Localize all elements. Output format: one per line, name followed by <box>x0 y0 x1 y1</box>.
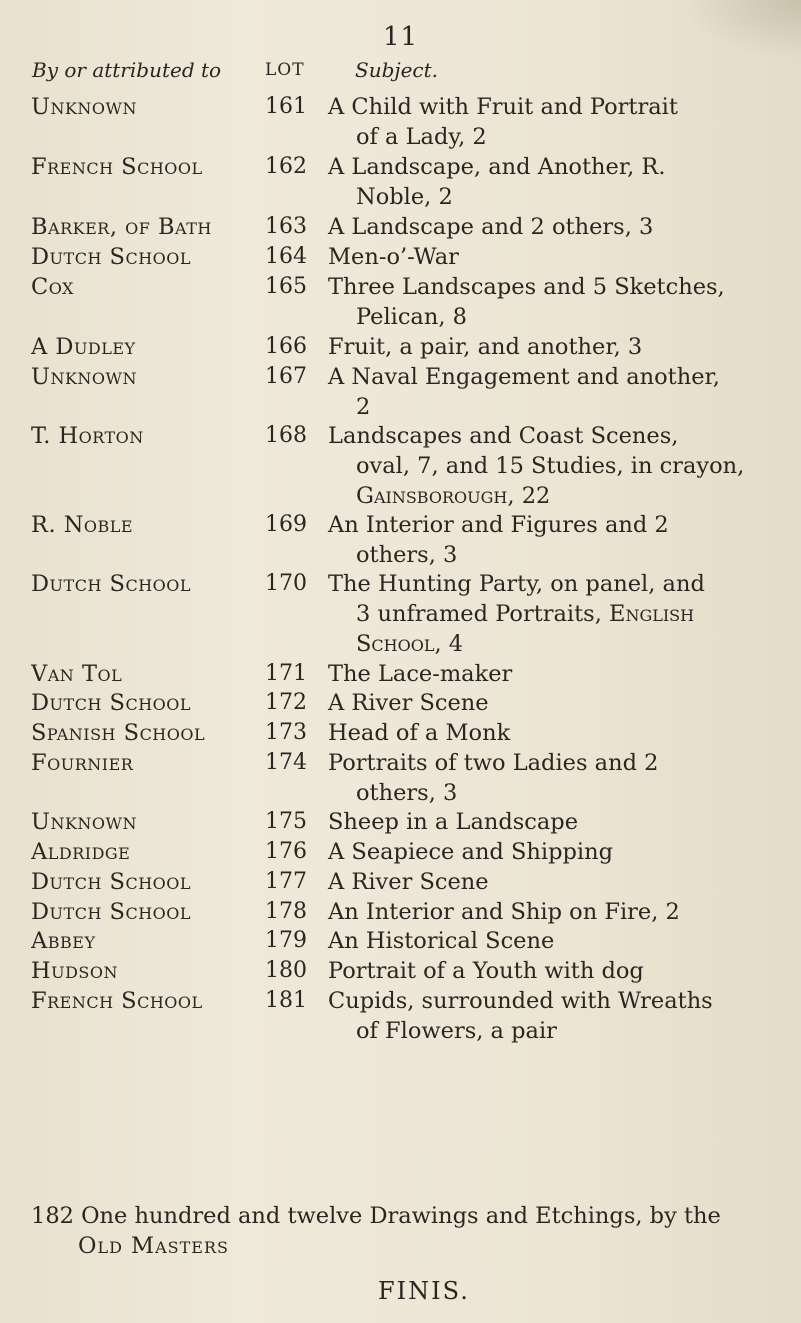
lot-subject-line: An Interior and Ship on Fire, 2 <box>328 899 680 925</box>
lot-subject-line: The Hunting Party, on panel, and <box>328 571 705 597</box>
lot-number: 180 <box>265 958 307 983</box>
lot-subject <box>328 748 796 808</box>
lot-number: 181 <box>265 988 307 1013</box>
lot-subject <box>328 212 796 242</box>
lot-subject <box>328 718 796 748</box>
lot-artist: Van Tol <box>31 661 123 687</box>
lot-subject-line: Three Landscapes and 5 Sketches, <box>328 274 725 300</box>
finis-mark: FINIS. <box>378 1277 470 1305</box>
lot-number: 174 <box>265 750 307 775</box>
lot-number: 178 <box>265 899 307 924</box>
lot-subject <box>328 807 796 837</box>
lot-subject-line: 2 <box>356 394 371 420</box>
lot-subject-line: A Child with Fruit and Portrait <box>328 94 678 120</box>
lot-artist: A Dudley <box>31 334 136 360</box>
lot-subject-line: A River Scene <box>328 690 489 716</box>
final-lot-line: 182 One hundred and twelve Drawings and Etchings, by the <box>31 1203 721 1229</box>
lot-number: 172 <box>265 690 307 715</box>
subject-column-header: Subject. <box>355 58 439 82</box>
lot-subject-line: of a Lady, 2 <box>356 124 487 150</box>
lot-subject-line: Gainsborough, 22 <box>356 483 551 509</box>
lot-number: 171 <box>265 661 307 686</box>
lot-subject-line: Pelican, 8 <box>356 304 467 330</box>
lot-subject-line: Landscapes and Coast Scenes, <box>328 423 679 449</box>
lot-artist: Abbey <box>31 928 96 954</box>
lot-subject-line: The Lace-maker <box>328 661 513 687</box>
lot-subject <box>328 659 796 689</box>
lot-number: 167 <box>265 364 307 389</box>
lot-subject-line: oval, 7, and 15 Studies, in crayon, <box>356 453 745 479</box>
lot-artist: Dutch School <box>31 571 192 597</box>
lot-subject-line: Fruit, a pair, and another, 3 <box>328 334 643 360</box>
lot-number: 165 <box>265 274 307 299</box>
lot-subject <box>328 242 796 272</box>
lot-subject-line: School, 4 <box>356 631 464 657</box>
lot-column-header: LOT <box>265 60 305 80</box>
lot-artist: Dutch School <box>31 899 192 925</box>
lot-subject <box>328 569 796 659</box>
lot-subject <box>328 92 796 152</box>
lot-subject-line: An Historical Scene <box>328 928 555 954</box>
lot-subject-line: A Landscape, and Another, R. <box>328 154 666 180</box>
lot-artist: French School <box>31 154 203 180</box>
lot-number: 164 <box>265 244 307 269</box>
lot-number: 179 <box>265 928 307 953</box>
lot-subject-line: Noble, 2 <box>356 184 453 210</box>
lot-artist: Unknown <box>31 364 137 390</box>
lot-number: 162 <box>265 154 307 179</box>
lot-subject-line: Portraits of two Ladies and 2 <box>328 750 659 776</box>
lot-artist: French School <box>31 988 203 1014</box>
lot-artist: Spanish School <box>31 720 206 746</box>
page-number: 11 <box>383 22 419 52</box>
lot-subject <box>328 272 796 332</box>
lot-subject <box>328 986 796 1046</box>
lot-subject <box>328 867 796 897</box>
lot-subject-line: others, 3 <box>356 780 458 806</box>
lot-subject-line: Sheep in a Landscape <box>328 809 579 835</box>
lot-subject-line: of Flowers, a pair <box>356 1018 557 1044</box>
lot-subject <box>328 332 796 362</box>
artist-column-header: By or attributed to <box>32 58 222 82</box>
lot-subject-line: Cupids, surrounded with Wreaths <box>328 988 713 1014</box>
final-lot-continuation: Old Masters <box>78 1233 229 1259</box>
lot-artist: R. Noble <box>31 512 134 538</box>
lot-subject <box>328 510 796 570</box>
lot-artist: Hudson <box>31 958 119 984</box>
lot-number: 177 <box>265 869 307 894</box>
lot-artist: Dutch School <box>31 244 192 270</box>
lot-artist: T. Horton <box>31 423 144 449</box>
lot-subject <box>328 897 796 927</box>
lot-number: 173 <box>265 720 307 745</box>
lot-subject-line: Portrait of a Youth with dog <box>328 958 644 984</box>
lot-subject <box>328 837 796 867</box>
lot-subject-line: Head of a Monk <box>328 720 511 746</box>
lot-number: 163 <box>265 214 307 239</box>
lot-artist: Barker, of Bath <box>31 214 212 240</box>
lot-artist: Aldridge <box>31 839 131 865</box>
lot-subject-line: A Landscape and 2 others, 3 <box>328 214 654 240</box>
lot-artist: Cox <box>31 274 74 300</box>
lot-subject-line: A River Scene <box>328 869 489 895</box>
lot-number: 169 <box>265 512 307 537</box>
lot-number: 175 <box>265 809 307 834</box>
lot-number: 161 <box>265 94 307 119</box>
lot-number: 176 <box>265 839 307 864</box>
lot-artist: Dutch School <box>31 690 192 716</box>
lot-subject-line: 3 unframed Portraits, English <box>356 601 695 627</box>
lot-subject-line: An Interior and Figures and 2 <box>328 512 669 538</box>
lot-number: 170 <box>265 571 307 596</box>
lot-subject <box>328 362 796 422</box>
lot-subject <box>328 926 796 956</box>
lot-subject-line: Men-o’-War <box>328 244 459 270</box>
lot-number: 168 <box>265 423 307 448</box>
lot-subject <box>328 688 796 718</box>
lot-artist: Fournier <box>31 750 134 776</box>
lot-subject-line: A Seapiece and Shipping <box>328 839 613 865</box>
lot-artist: Unknown <box>31 809 137 835</box>
lot-number: 166 <box>265 334 307 359</box>
lot-subject <box>328 152 796 212</box>
lot-artist: Unknown <box>31 94 137 120</box>
lot-artist: Dutch School <box>31 869 192 895</box>
lot-subject <box>328 421 796 511</box>
lot-subject <box>328 956 796 986</box>
lot-subject-line: others, 3 <box>356 542 458 568</box>
page-stain <box>681 0 801 60</box>
lot-subject-line: A Naval Engagement and another, <box>328 364 720 390</box>
